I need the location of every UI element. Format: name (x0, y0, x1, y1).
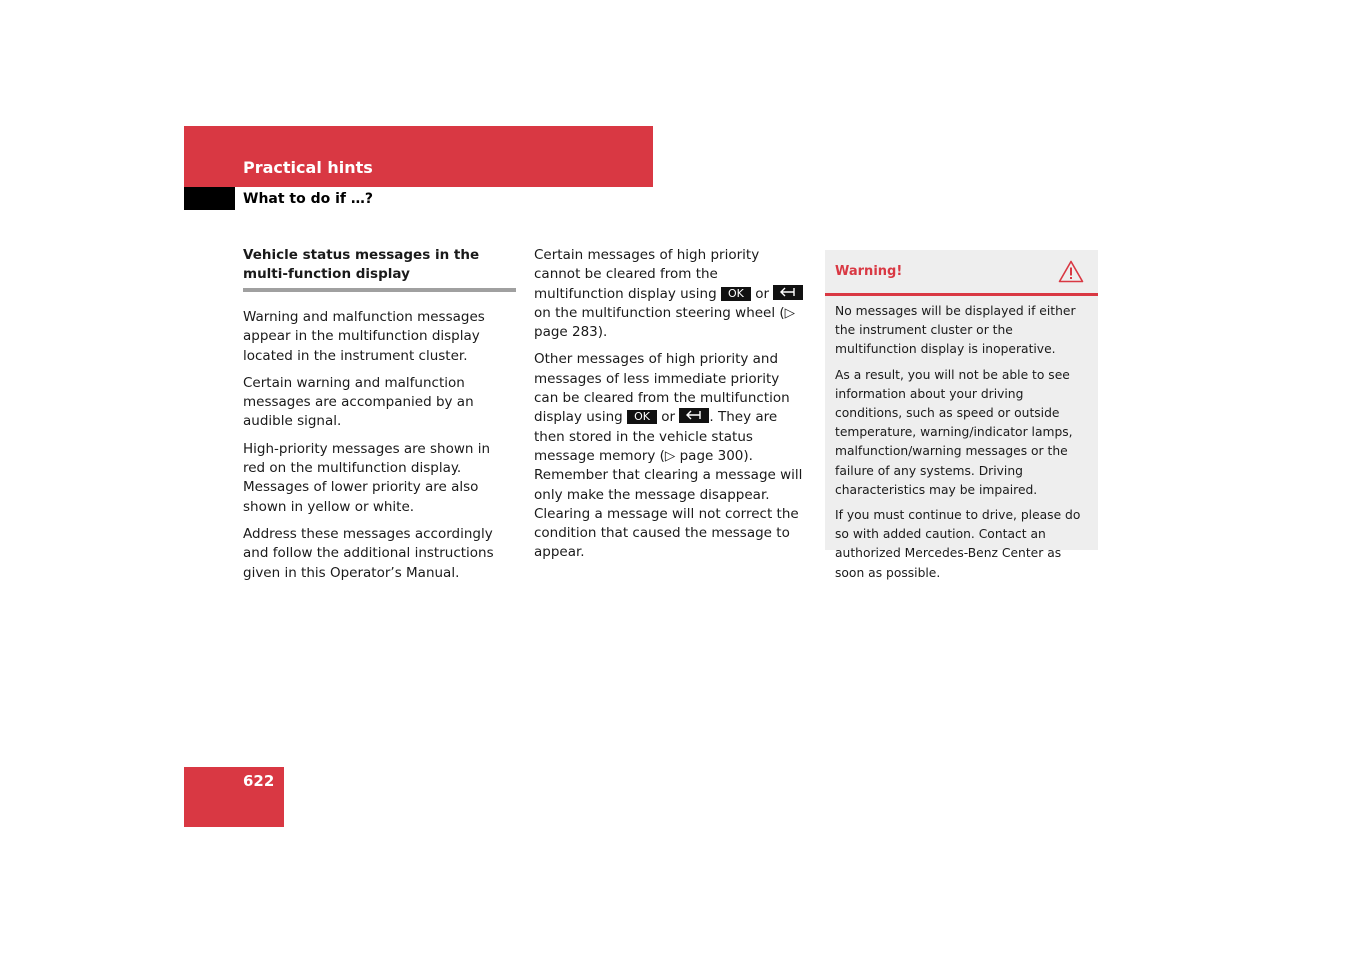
column-one (243, 246, 516, 591)
back-key-icon (679, 408, 709, 423)
section-tab-marker (184, 187, 235, 210)
warning-paragraph: No messages will be displayed if either the instrument cluster or the multifunction display is inoperative. (835, 304, 1076, 357)
warning-paragraph: As a result, you will not be able to see information about your driving conditions, such as speed or outside temperature, warning/indicator lamps, malfunction/warning messages or the failure of any systems. Driving characteristics may be impaired. (835, 367, 1073, 497)
warning-body (825, 296, 1098, 583)
paragraph: Warning and malfunction messages appear in the multifunction display located in the instrument cluster. (243, 309, 485, 364)
paragraph (534, 350, 804, 562)
back-key-icon (773, 285, 803, 300)
paragraph-text: . They are then stored in the vehicle status message memory (▷ page 300). Remember that clearing a message will only make the message disappear. Clearing a message will not correct the condition that caused the message to appear. (534, 409, 803, 561)
section-title: Practical hints (243, 158, 373, 177)
paragraph-text: Certain messages of high priority cannot be cleared from the multifunction display using (534, 247, 760, 302)
paragraph: High-priority messages are shown in red on the multifunction display. Messages of lower priority are also shown in yellow or white. (243, 440, 491, 515)
subsection-title: What to do if …? (243, 191, 374, 207)
warning-title: Warning! (835, 264, 903, 279)
ok-key-icon: OK (721, 287, 751, 301)
header-band (184, 126, 653, 187)
warning-header (825, 250, 1098, 296)
warning-box (825, 250, 1098, 580)
warning-paragraph: If you must continue to drive, please do so with added caution. Contact an authorized Mercedes-Benz Center as soon as possible. (835, 508, 1081, 580)
or-text: or (755, 285, 770, 302)
or-text: or (661, 409, 676, 426)
column-two (534, 246, 804, 571)
paragraph: Address these messages accordingly and follow the additional instructions given in this Operator’s Manual. (243, 525, 494, 581)
page-number: 622 (243, 772, 275, 790)
section-heading: Vehicle status messages in the multi-function display (243, 246, 516, 292)
paragraph: Certain warning and malfunction messages are accompanied by an audible signal. (243, 374, 474, 430)
ok-key-icon: OK (627, 410, 657, 424)
paragraph-text: Other messages of high priority and messages of less immediate priority can be cleared from the multifunction display using (534, 351, 790, 426)
warning-triangle-icon (1058, 260, 1084, 287)
paragraph (534, 246, 804, 342)
paragraph-text: on the multifunction steering wheel (▷ page 283). (534, 304, 796, 341)
